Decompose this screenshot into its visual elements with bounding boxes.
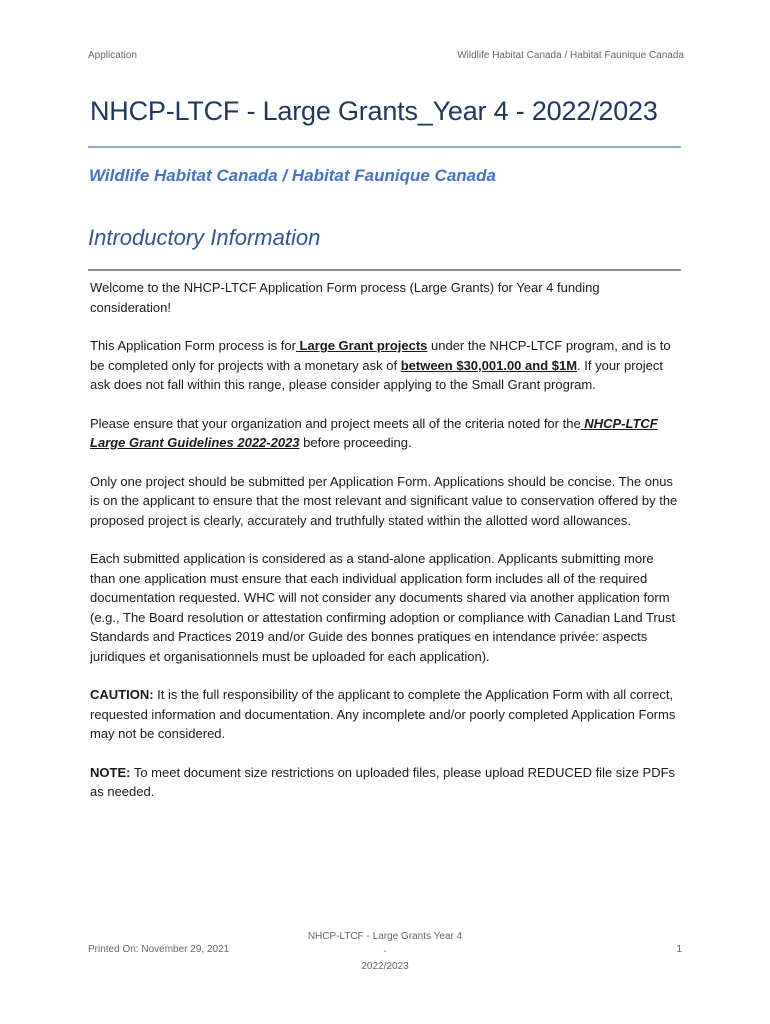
intro-body — [90, 278, 682, 821]
caution-label: CAUTION: — [90, 687, 154, 702]
printed-on-date: Printed On: November 29, 2021 — [88, 944, 230, 955]
scope-paragraph: This Application Form process is for Large Grant projects under the NHCP-LTCF program, and is to be completed only for projects with a monetary ask of between $30,001.00 and $1M. If your project ask does not fall within this range, please consider applying to the Small Grant program. — [90, 338, 671, 392]
document-title: NHCP-LTCF - Large Grants_Year 4 - 2022/2023 — [90, 96, 658, 126]
section-divider — [88, 269, 681, 271]
running-header-right: Wildlife Habitat Canada / Habitat Faunique Canada — [457, 50, 684, 61]
organization-subtitle: Wildlife Habitat Canada / Habitat Faunique Canada — [89, 166, 496, 185]
one-project-paragraph: Only one project should be submitted per Application Form. Applications should be concise. The onus is on the applicant to ensure that the most relevant and significant value to conservation offered by the proposed project is clearly, accurately and truthfully stated within the allotted word allowances. — [90, 473, 678, 528]
footer-doc-title: NHCP-LTCF - Large Grants Year 4 - 2022/2023 — [307, 931, 463, 972]
title-divider — [88, 146, 681, 148]
criteria-paragraph: Please ensure that your organization and project meets all of the criteria noted for the NHCP-LTCF Large Grant Guidelines 2022-2023 before proceeding. — [90, 415, 658, 450]
note-label: NOTE: — [90, 764, 131, 780]
section-heading: Introductory Information — [88, 225, 321, 250]
funding-range-emphasis: between $30,001.00 and $1M — [400, 357, 578, 373]
running-header-left: Application — [88, 50, 137, 61]
welcome-paragraph: Welcome to the NHCP-LTCF Application Form process (Large Grants) for Year 4 funding consideration! — [90, 280, 600, 315]
stand-alone-paragraph: Each submitted application is considered as a stand-alone application. Applicants submitting more than one application must ensure that each individual application form includes all of the required documentation requested. WHC will not consider any documents shared via another application form (e.g., The Board resolution or attestation confirming adoption or compliance with Canadian Land Trust Standards and Practices 2019 and/or Guide des bonnes pratiques en intendance privée: aspects juridiques et organisationnels must be uploaded for each application). — [90, 551, 676, 664]
caution-paragraph: CAUTION: It is the full responsibility of the applicant to complete the Application Form with all correct, requested information and documentation. Any incomplete and/or poorly completed Application Forms may not be considered. — [90, 687, 676, 741]
large-grant-projects-emphasis: Large Grant projects — [295, 338, 428, 353]
note-paragraph: NOTE: To meet document size restrictions on uploaded files, please upload REDUCED file size PDFs as needed. — [90, 764, 676, 799]
page-number: 1 — [676, 944, 682, 955]
guidelines-link[interactable]: NHCP-LTCF Large Grant Guidelines 2022-2023 — [90, 415, 658, 450]
